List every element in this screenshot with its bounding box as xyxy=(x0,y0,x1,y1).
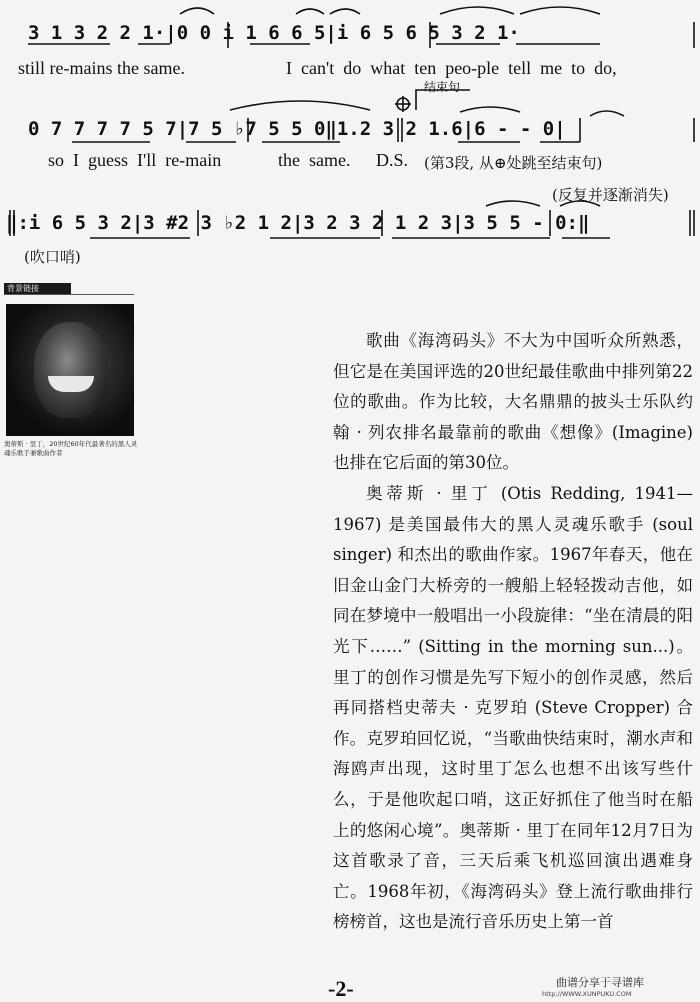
score-row1-lyrics-a: still re-mains the same. xyxy=(18,58,185,78)
footer-site-name: 曲谱分享于寻谱库 xyxy=(556,976,644,989)
score-row1-notes: 3 1 3 2 2 1·|0 0 i 1 6 6 5|i 6 5 6 5 3 2 1· xyxy=(28,22,520,44)
end-phrase-label: 结束句 xyxy=(424,80,461,94)
article-paragraph-1: 歌曲《海湾码头》不大为中国听众所熟悉，但它是在美国评选的20世纪最佳歌曲中排列第22位的歌曲。作为比较，大名鼎鼎的披头士乐队约翰 · 列农排名最靠前的歌曲《想像》(Imagine) 也排在它后面的第30位。 xyxy=(333,331,693,473)
article-paragraph-2: 奥蒂斯 · 里丁 (Otis Redding, 1941—1967) 是美国最伟大的黑人灵魂乐歌手 (soul singer) 和杰出的歌曲作家。1967年春天，他在旧金山金门大桥旁的一艘船上轻轻拨动吉他，如同在梦境中一般唱出一小段旋律：“坐在清晨的阳光下……” (Sitting in the morning sun...)。里丁的创作习惯是先写下短小的创作灵感，然后再同搭档史蒂夫 · 克罗珀 (Steve Cropper) 合作。克罗珀回忆说，“当歌曲快结束时，潮水声和海鸥声出现，这时里丁怎么也想不出该写些什么，于是他吹起口哨，这正好抓住了他当时在船上的悠闲心境”。奥蒂斯 · 里丁在同年12月7日为这首歌录了音，三天后乘飞机巡回演出遇难身亡。1968年初，《海湾码头》登上流行歌曲排行榜榜首，这也是流行音乐历史上第一首 xyxy=(333,483,693,932)
score-row2-notes: 0 7 7 7 7 5 7|7 5 ♭7 5 5 0‖1.2 3 2 1.6|6 - - 0| xyxy=(28,118,566,140)
ds-instruction: (第3段, 从⊕处跳至结束句) xyxy=(424,154,603,172)
portrait-face xyxy=(34,322,108,418)
repeat-fade-note: (反复并逐渐消失) xyxy=(552,186,669,204)
ds-mark: D.S. xyxy=(376,150,409,170)
score-row2-lyrics-a: so I guess I'll re-main xyxy=(48,150,222,170)
footer-url[interactable]: http://WWW.XUNPUKU.COM xyxy=(542,990,632,998)
score-row1-lyrics-b: I can't do what ten peo-ple tell me to do, xyxy=(286,58,617,78)
score-row2-lyrics-b: the same. xyxy=(278,150,351,170)
whistle-note: (吹口哨) xyxy=(24,248,81,266)
page-number: -2- xyxy=(328,976,354,1001)
photo-caption: 奥蒂斯 · 里丁，20世纪60年代最著名的黑人灵魂乐歌手兼歌曲作者 xyxy=(4,440,138,457)
tag-divider xyxy=(4,294,134,295)
score-row3-notes: ‖:i 6 5 3 2|3 #2 3 ♭2 1 2|3 2 3 2 1 2 3|3 5 5 - 0:‖ xyxy=(6,212,590,234)
article-body xyxy=(333,326,693,938)
otis-redding-photo xyxy=(6,304,134,436)
background-link-tag: 背景链接 xyxy=(4,283,71,294)
